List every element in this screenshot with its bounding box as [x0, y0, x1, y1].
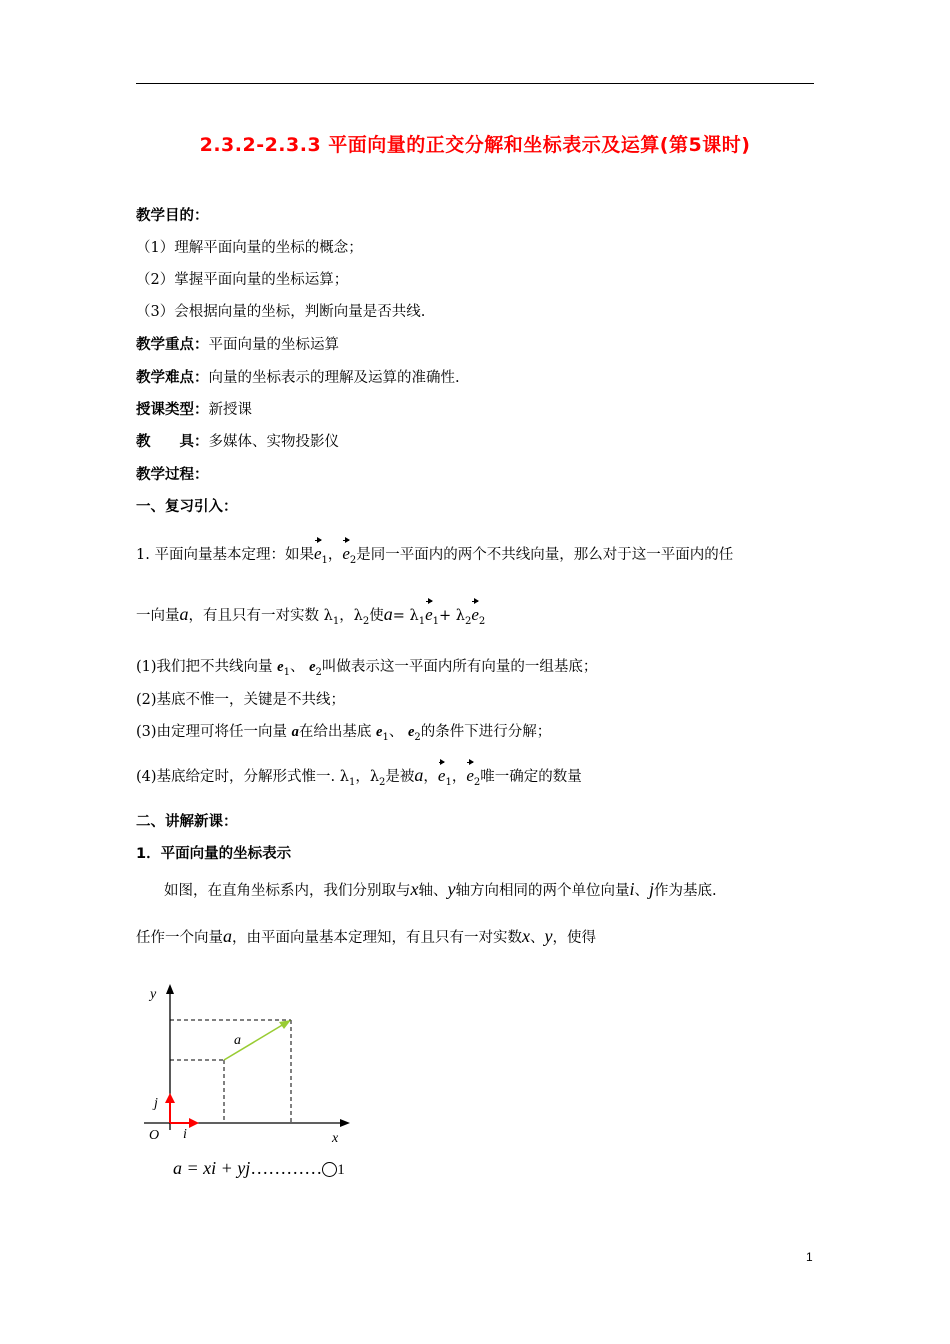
formula-line: a = xi + yj………… 1: [173, 1158, 345, 1178]
note-3: (3)由定理可将任一向量 a在给出基底 $e_1$、 $e_2$的条件下进行分解；: [136, 724, 552, 743]
note-4: (4)基底给定时，分解形式惟一. $\lambda_1$，$\lambda_2$是被a，$e_1$，$e_2$唯一确定的数量: [136, 765, 582, 788]
coordinate-figure: [136, 980, 356, 1150]
label-y: y: [150, 987, 157, 1002]
note-1: (1)我们把不共线向量 $e_1$、 $e_2$叫做表示这一平面内所有向量的一组基底；: [136, 659, 598, 678]
lesson-type: 授课类型：新授课: [136, 402, 252, 418]
paragraph-line-2: 任作一个向量a，由平面向量基本定理知，有且只有一对实数x、y，使得: [136, 926, 596, 946]
header-rule: [136, 83, 814, 84]
key-point: 教学重点：平面向量的坐标运算: [136, 337, 339, 353]
circle-marker: [322, 1162, 337, 1177]
page-number: 1: [806, 1250, 813, 1264]
objectives-heading: 教学目的：: [136, 208, 209, 224]
theorem-line-2: 一向量a，有且只有一对实数 $\lambda_1$，$\lambda_2$使$a= \lambda_1e_1+ \lambda_2e_2$: [136, 604, 486, 627]
difficulty-point: 教学难点：向量的坐标表示的理解及运算的准确性.: [136, 370, 460, 386]
subsection-heading: 1．平面向量的坐标表示: [136, 846, 292, 862]
label-x: x: [332, 1131, 339, 1146]
note-2: (2)基底不惟一，关键是不共线；: [136, 692, 346, 708]
section-new-heading: 二、讲解新课：: [136, 814, 238, 830]
objective-2: （2）掌握平面向量的坐标运算；: [136, 272, 349, 288]
objective-3: （3）会根据向量的坐标，判断向量是否共线.: [136, 304, 426, 320]
paragraph-line-1: 如图，在直角坐标系内，我们分别取与x轴、y轴方向相同的两个单位向量i、j作为基底.: [164, 879, 717, 899]
label-a: a: [234, 1033, 241, 1048]
section-review-heading: 一、复习引入：: [136, 499, 238, 515]
label-j: j: [154, 1096, 158, 1111]
label-i: i: [183, 1127, 187, 1142]
process-heading: 教学过程：: [136, 467, 209, 483]
theorem-line-1: 1. 平面向量基本定理：如果$e_1$，$e_2$是同一平面内的两个不共线向量，那么对于这一平面内的任: [136, 544, 734, 566]
teaching-tools: 教 具：多媒体、实物投影仪: [136, 434, 339, 450]
objective-1: （1）理解平面向量的坐标的概念；: [136, 240, 363, 256]
page-title: 2.3.2-2.3.3 平面向量的正交分解和坐标表示及运算(第5课时): [199, 134, 751, 156]
label-origin: O: [149, 1128, 160, 1143]
